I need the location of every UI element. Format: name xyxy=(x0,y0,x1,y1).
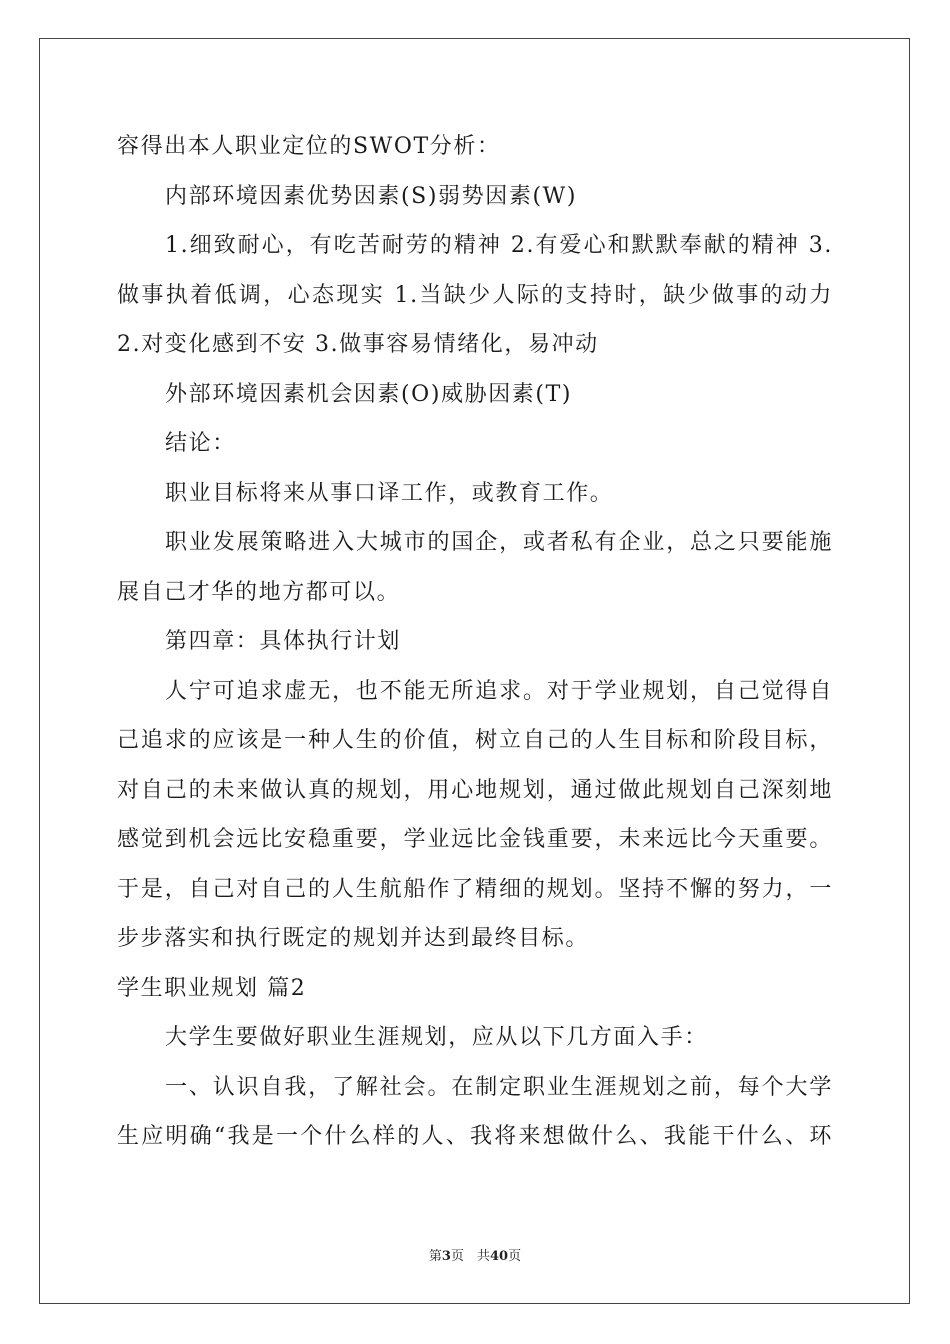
footer-suffix: 页 xyxy=(508,1249,522,1264)
paragraph-line: 职业目标将来从事口译工作，或教育工作。 xyxy=(165,480,614,506)
current-page-number: 3 xyxy=(441,1249,451,1264)
paragraph-line: 2.对变化感到不安 3.做事容易情绪化，易冲动 xyxy=(117,332,599,357)
paragraph-line: 容得出本人职业定位的SWOT分析： xyxy=(117,134,501,159)
footer-prefix: 第 xyxy=(428,1249,442,1264)
paragraph-line: 人宁可追求虚无，也不能无所追求。对于学业规划，自己觉得自 xyxy=(165,678,833,704)
paragraph-line: 外部环境因素机会因素(O)威胁因素(T) xyxy=(165,381,573,407)
paragraph-line: 一、认识自我，了解社会。在制定职业生涯规划之前，每个大学 xyxy=(165,1074,833,1100)
document-body xyxy=(117,122,833,1162)
total-page-count: 40 xyxy=(489,1249,509,1264)
paragraph-line: 步步落实和执行既定的规划并达到最终目标。 xyxy=(117,926,590,951)
paragraph-line: 结论： xyxy=(165,431,236,456)
paragraph-line: 做事执着低调，心态现实 1.当缺少人际的支持时，缺少做事的动力 xyxy=(117,282,833,308)
footer-mid: 页 共 xyxy=(450,1249,490,1264)
paragraph-line: 感觉到机会远比安稳重要，学业远比金钱重要，未来远比今天重要。 xyxy=(117,827,833,852)
paragraph-line: 对自己的未来做认真的规划，用心地规划，通过做此规划自己深刻地 xyxy=(117,777,833,803)
paragraph-line: 大学生要做好职业生涯规划，应从以下几方面入手： xyxy=(165,1025,708,1050)
paragraph-line: 展自己才华的地方都可以。 xyxy=(117,579,401,605)
paragraph-line: 生应明确“我是一个什么样的人、我将来想做什么、我能干什么、环 xyxy=(117,1124,833,1149)
section-heading: 第四章：具体执行计划 xyxy=(165,629,402,654)
paragraph-line: 内部环境因素优势因素(S)弱势因素(W) xyxy=(165,183,578,209)
paragraph-line: 于是，自己对自己的人生航船作了精细的规划。坚持不懈的努力，一 xyxy=(117,876,833,902)
paragraph-line: 己追求的应该是一种人生的价值，树立自己的人生目标和阶段目标， xyxy=(117,728,833,753)
paragraph-line: 职业发展策略进入大城市的国企，或者私有企业，总之只要能施 xyxy=(165,530,833,555)
paragraph-line: 1.细致耐心，有吃苦耐劳的精神 2.有爱心和默默奉献的精神 3. xyxy=(165,233,833,258)
page-number-footer xyxy=(0,1245,950,1264)
article-heading: 学生职业规划 篇2 xyxy=(117,975,307,1001)
